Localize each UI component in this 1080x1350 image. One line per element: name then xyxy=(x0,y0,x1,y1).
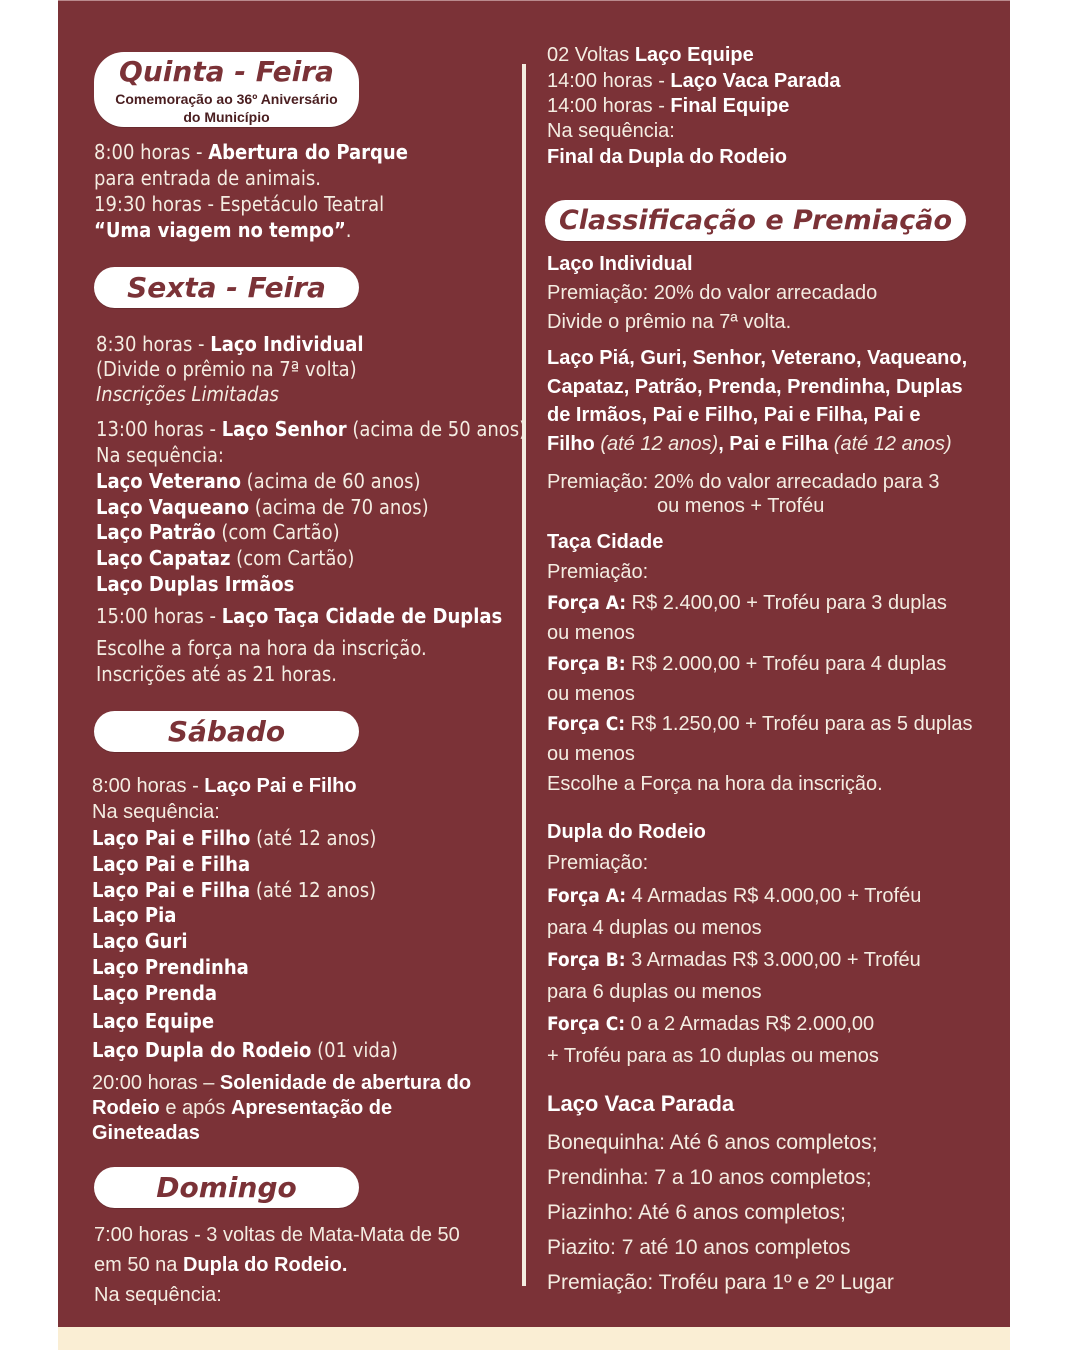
quinta-line-1: 8:00 horas - Abertura do Parque xyxy=(94,140,408,164)
domingo-cont-line-2: 14:00 horas - Laço Vaca Parada xyxy=(547,70,841,92)
categories-line-3: de Irmãos, Pai e Filho, Pai e Filha, Pai e xyxy=(547,404,921,426)
domingo-line-3: Na sequência: xyxy=(94,1284,222,1306)
sexta-line-13: Inscrições até as 21 horas. xyxy=(96,662,337,686)
vaca-heading: Laço Vaca Parada xyxy=(547,1091,735,1116)
dupla-forca-b: Força B: 3 Armadas R$ 3.000,00 + Troféu xyxy=(547,949,921,971)
sexta-line-10: Laço Duplas Irmãos xyxy=(96,572,295,596)
sexta-line-6: Laço Veterano (acima de 60 anos) xyxy=(96,469,421,493)
classificacao-title: Classificação e Premiação xyxy=(558,205,953,236)
domingo-cont-line-3: 14:00 horas - Final Equipe xyxy=(547,95,790,117)
sabado-line-14: Gineteadas xyxy=(92,1122,200,1144)
sexta-line-1: 8:30 horas - Laço Individual xyxy=(96,332,364,356)
quinta-line-3: 19:30 horas - Espetáculo Teatral xyxy=(94,192,385,216)
taca-forca-a: Força A: R$ 2.400,00 + Troféu para 3 duplas xyxy=(547,592,947,614)
sabado-line-9: Laço Prenda xyxy=(92,981,217,1005)
taca-note: Escolhe a Força na hora da inscrição. xyxy=(547,773,883,795)
sexta-line-11: 15:00 horas - Laço Taça Cidade de Duplas xyxy=(96,604,503,628)
taca-forca-b: Força B: R$ 2.000,00 + Troféu para 4 duplas xyxy=(547,653,947,675)
quinta-line-2: para entrada de animais. xyxy=(94,166,321,190)
sabado-line-5: Laço Pai e Filha (até 12 anos) xyxy=(92,878,377,902)
domingo-line-2: em 50 na Dupla do Rodeio. xyxy=(94,1254,348,1276)
taca-heading: Taça Cidade xyxy=(547,531,664,553)
dupla-forca-a-2: para 4 duplas ou menos xyxy=(547,917,762,939)
sabado-line-2: Na sequência: xyxy=(92,801,220,823)
dupla-forca-c: Força C: 0 a 2 Armadas R$ 2.000,00 xyxy=(547,1013,875,1035)
domingo-header xyxy=(94,1167,359,1208)
sabado-title: Sábado xyxy=(167,715,286,748)
sabado-line-7: Laço Guri xyxy=(92,929,188,953)
classificacao-header xyxy=(545,200,966,241)
sexta-line-2: (Divide o prêmio na 7ª volta) xyxy=(96,357,357,381)
sexta-line-8: Laço Patrão (com Cartão) xyxy=(96,520,340,544)
categories-line-4: Filho (até 12 anos), Pai e Filha (até 12 anos) xyxy=(547,433,952,455)
quinta-line-4: “Uma viagem no tempo”. xyxy=(94,218,352,242)
vaca-line-4: Piazito: 7 até 10 anos completos xyxy=(547,1236,851,1259)
quinta-feira-subtitle-1: Comemoração ao 36º Aniversário xyxy=(115,91,338,107)
sexta-line-3: Inscrições Limitadas xyxy=(96,382,279,406)
sexta-feira-header xyxy=(94,267,359,308)
domingo-cont-line-5: Final da Dupla do Rodeio xyxy=(547,146,787,168)
taca-forca-c: Força C: R$ 1.250,00 + Troféu para as 5 duplas xyxy=(547,713,973,735)
sexta-line-4: 13:00 horas - Laço Senhor (acima de 50 anos) xyxy=(96,417,527,441)
domingo-cont-line-1: 02 Voltas Laço Equipe xyxy=(547,44,754,66)
dupla-heading: Dupla do Rodeio xyxy=(547,821,706,843)
categories-premiacao-2: ou menos + Troféu xyxy=(657,495,825,517)
categories-premiacao-1: Premiação: 20% do valor arrecadado para 3 xyxy=(547,471,940,493)
sabado-line-1: 8:00 horas - Laço Pai e Filho xyxy=(92,775,357,797)
sexta-line-5: Na sequência: xyxy=(96,443,224,467)
vaca-line-1: Bonequinha: Até 6 anos completos; xyxy=(547,1131,878,1154)
taca-forca-b-2: ou menos xyxy=(547,683,635,705)
dupla-forca-b-2: para 6 duplas ou menos xyxy=(547,981,762,1003)
sabado-header xyxy=(94,711,359,752)
top-border xyxy=(58,0,1010,1)
bottom-cream-band xyxy=(58,1327,1010,1350)
sabado-line-13: Rodeio e após Apresentação de xyxy=(92,1097,393,1119)
taca-forca-a-2: ou menos xyxy=(547,622,635,644)
sexta-line-7: Laço Vaqueano (acima de 70 anos) xyxy=(96,495,429,519)
sexta-line-9: Laço Capataz (com Cartão) xyxy=(96,546,355,570)
dupla-premiacao: Premiação: xyxy=(547,852,649,874)
individual-heading: Laço Individual xyxy=(547,253,693,275)
column-divider xyxy=(522,64,526,1286)
individual-line-1: Premiação: 20% do valor arrecadado xyxy=(547,282,878,304)
dupla-forca-a: Força A: 4 Armadas R$ 4.000,00 + Troféu xyxy=(547,885,922,907)
taca-premiacao: Premiação: xyxy=(547,561,649,583)
categories-line-1: Laço Piá, Guri, Senhor, Veterano, Vaqueano, xyxy=(547,347,968,369)
categories-line-2: Capataz, Patrão, Prenda, Prendinha, Duplas xyxy=(547,376,963,398)
vaca-line-3: Piazinho: Até 6 anos completos; xyxy=(547,1201,846,1224)
domingo-line-1: 7:00 horas - 3 voltas de Mata-Mata de 50 xyxy=(94,1224,460,1246)
dupla-forca-c-2: + Troféu para as 10 duplas ou menos xyxy=(547,1045,879,1067)
quinta-feira-subtitle-2: do Município xyxy=(183,109,270,125)
vaca-line-2: Prendinha: 7 a 10 anos completos; xyxy=(547,1166,872,1189)
sabado-line-4: Laço Pai e Filha xyxy=(92,852,251,876)
taca-forca-c-2: ou menos xyxy=(547,743,635,765)
sabado-line-12: 20:00 horas – Solenidade de abertura do xyxy=(92,1072,472,1094)
sabado-line-10: Laço Equipe xyxy=(92,1009,215,1033)
sexta-line-12: Escolhe a força na hora da inscrição. xyxy=(96,636,427,660)
quinta-feira-title: Quinta - Feira xyxy=(119,55,334,88)
sabado-line-8: Laço Prendinha xyxy=(92,955,249,979)
sabado-line-3: Laço Pai e Filho (até 12 anos) xyxy=(92,826,377,850)
sabado-line-11: Laço Dupla do Rodeio (01 vida) xyxy=(92,1038,398,1062)
individual-line-2: Divide o prêmio na 7ª volta. xyxy=(547,311,792,333)
sabado-line-6: Laço Pia xyxy=(92,903,177,927)
domingo-title: Domingo xyxy=(156,1171,297,1204)
quinta-feira-header xyxy=(94,52,359,127)
vaca-line-5: Premiação: Troféu para 1º e 2º Lugar xyxy=(547,1271,894,1294)
domingo-cont-line-4: Na sequência: xyxy=(547,120,675,142)
sexta-feira-title: Sexta - Feira xyxy=(127,271,326,304)
